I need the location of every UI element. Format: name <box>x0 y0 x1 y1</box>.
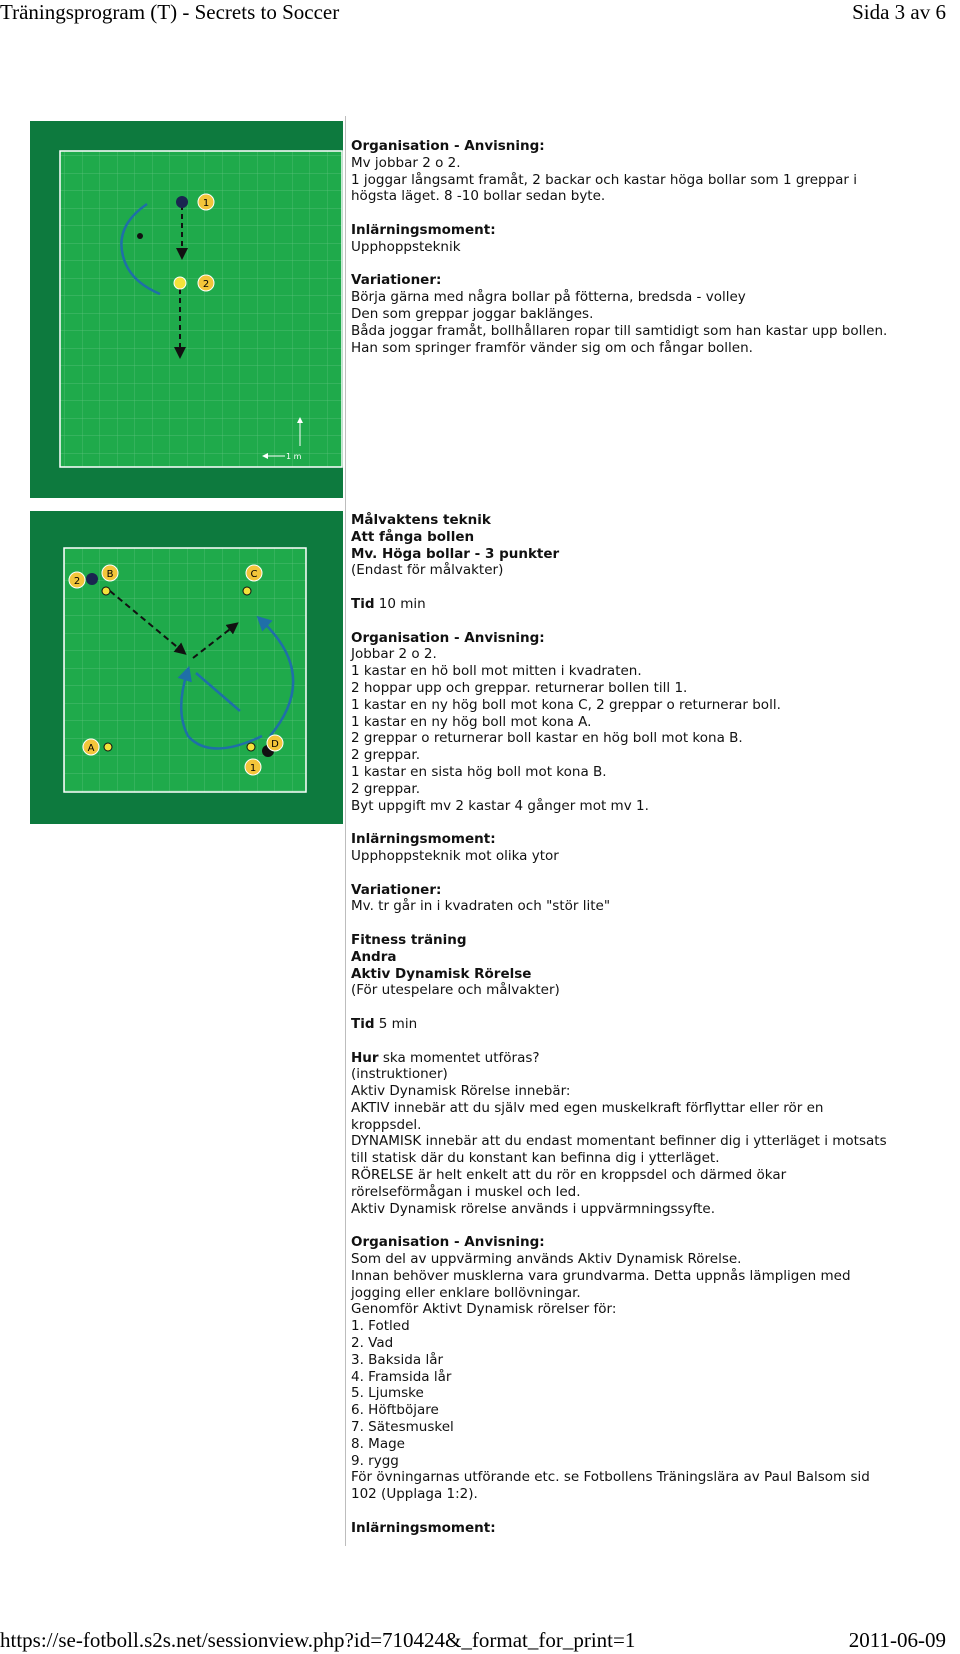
player-1-marker <box>198 194 214 210</box>
how-rest: ska momentet utföras? <box>378 1049 540 1066</box>
svg-text:C: C <box>250 569 258 580</box>
how-heading <box>351 1050 921 1067</box>
text-line: Jobbar 2 o 2. <box>351 646 437 663</box>
duration <box>351 596 921 613</box>
svg-text:A: A <box>87 743 95 754</box>
organisation-heading: Organisation - Anvisning: <box>351 138 545 154</box>
list-item: 3. Baksida lår <box>351 1351 444 1368</box>
text-line: DYNAMISK innebär att du endast momentant befinner dig i ytterläget i motsats <box>351 1133 887 1150</box>
exercise-1-description <box>351 138 921 356</box>
duration-label: Tid <box>351 595 375 612</box>
text-line: 1 joggar långsamt framåt, 2 backar och kastar höga bollar som 1 greppar i <box>351 171 858 188</box>
variations-heading: Variationer: <box>351 881 442 898</box>
text-line: Mv jobbar 2 o 2. <box>351 154 461 171</box>
svg-text:2: 2 <box>73 576 81 587</box>
duration-value: 5 min <box>374 1015 418 1032</box>
section-title: Att fånga bollen <box>351 528 475 545</box>
learning-heading: Inlärningsmoment: <box>351 831 496 848</box>
exercise-title: Aktiv Dynamisk Rörelse <box>351 965 532 982</box>
duration <box>351 1016 921 1033</box>
text-line: jogging eller enklare bollövningar. <box>351 1284 581 1301</box>
print-date: 2011-06-09 <box>848 1628 946 1652</box>
text-line: För övningarnas utförande etc. se Fotbollens Träningslära av Paul Balsom sid <box>351 1469 870 1486</box>
player-2-marker <box>69 572 85 588</box>
text-line: (instruktioner) <box>351 1066 448 1083</box>
list-item: 7. Sätesmuskel <box>351 1419 454 1436</box>
player-1-marker <box>245 759 261 775</box>
exercise-2-description <box>351 512 921 1537</box>
text-line: Upphoppsteknik <box>351 238 461 255</box>
list-item: 8. Mage <box>351 1435 405 1452</box>
text-line: Upphoppsteknik mot olika ytor <box>351 847 559 864</box>
column-divider <box>345 116 346 1546</box>
organisation-heading: Organisation - Anvisning: <box>351 629 545 646</box>
how-label: Hur <box>351 1049 379 1066</box>
svg-text:1 m: 1 m <box>286 452 302 461</box>
list-item: 6. Höftböjare <box>351 1402 439 1419</box>
page-header-title: Träningsprogram (T) - Secrets to Soccer <box>0 0 340 24</box>
svg-text:2: 2 <box>202 279 210 290</box>
organisation-heading: Organisation - Anvisning: <box>351 1234 545 1251</box>
text-line: Som del av uppvärming används Aktiv Dynamisk Rörelse. <box>351 1251 742 1268</box>
text-line: Byt uppgift mv 2 kastar 4 gånger mot mv 1. <box>351 797 649 814</box>
svg-text:1: 1 <box>202 198 210 209</box>
player-2-marker <box>198 275 214 291</box>
text-line: till statisk där du konstant kan befinna dig i ytterläget. <box>351 1150 720 1167</box>
svg-text:D: D <box>271 739 279 750</box>
text-line: Båda joggar framåt, bollhållaren ropar till samtidigt som han kastar upp bollen. <box>351 322 888 339</box>
section-title: Fitness träning <box>351 931 467 948</box>
text-line: Den som greppar joggar baklänges. <box>351 305 594 322</box>
text-line: Han som springer framför vänder sig om och fångar bollen. <box>351 339 753 356</box>
section-title: Andra <box>351 948 397 965</box>
list-item: 2. Vad <box>351 1335 394 1352</box>
text-line: 1 kastar en sista hög boll mot kona B. <box>351 763 607 780</box>
text-line: 1 kastar en hö boll mot mitten i kvadraten. <box>351 663 642 680</box>
exercise-title: Mv. Höga bollar - 3 punkter <box>351 545 560 562</box>
text-line: Genomför Aktivt Dynamisk rörelser för: <box>351 1301 617 1318</box>
list-item: 9. rygg <box>351 1452 399 1469</box>
list-item: 5. Ljumske <box>351 1385 424 1402</box>
svg-text:1: 1 <box>249 763 257 774</box>
svg-text:B: B <box>106 569 114 580</box>
text-line: Aktiv Dynamisk Rörelse innebär: <box>351 1083 571 1100</box>
text-line: Aktiv Dynamisk rörelse används i uppvärmningssyfte. <box>351 1200 715 1217</box>
list-item: 4. Framsida lår <box>351 1368 452 1385</box>
duration-value: 10 min <box>374 595 426 612</box>
duration-label: Tid <box>351 1015 375 1032</box>
learning-heading: Inlärningsmoment: <box>351 1519 496 1536</box>
page-url: https://se-fotboll.s2s.net/sessionview.php?id=710424&_format_for_print=1 <box>0 1628 636 1652</box>
exercise-diagram-2 <box>30 511 343 824</box>
text-line: högsta läget. 8 -10 bollar sedan byte. <box>351 188 606 205</box>
text-line: Mv. tr går in i kvadraten och "stör lite" <box>351 898 611 915</box>
exercise-diagram-1 <box>30 121 343 498</box>
text-line: 1 kastar en ny hög boll mot kona A. <box>351 713 592 730</box>
text-line: RÖRELSE är helt enkelt att du rör en kroppsdel och därmed ökar <box>351 1167 787 1184</box>
text-line: 1 kastar en ny hög boll mot kona C, 2 greppar o returnerar boll. <box>351 696 781 713</box>
text-line: AKTIV innebär att du själv med egen muskelkraft förflyttar eller rör en <box>351 1099 824 1116</box>
audience-note: (För utespelare och målvakter) <box>351 982 560 999</box>
text-line: 2 greppar. <box>351 780 421 797</box>
section-title: Målvaktens teknik <box>351 512 491 528</box>
audience-note: (Endast för målvakter) <box>351 562 504 579</box>
text-line: Börja gärna med några bollar på fötterna, bredsda - volley <box>351 289 746 306</box>
text-line: kroppsdel. <box>351 1116 422 1133</box>
text-line: rörelseförmågan i muskel och led. <box>351 1183 581 1200</box>
learning-heading: Inlärningsmoment: <box>351 221 496 238</box>
list-item: 1. Fotled <box>351 1318 410 1335</box>
text-line: 2 hoppar upp och greppar. returnerar bollen till 1. <box>351 679 688 696</box>
text-line: 102 (Upplaga 1:2). <box>351 1486 478 1503</box>
page-number: Sida 3 av 6 <box>852 0 946 24</box>
variations-heading: Variationer: <box>351 272 442 289</box>
text-line: 2 greppar. <box>351 747 421 764</box>
text-line: Innan behöver musklerna vara grundvarma. Detta uppnås lämpligen med <box>351 1267 851 1284</box>
text-line: 2 greppar o returnerar boll kastar en hög boll mot kona B. <box>351 730 743 747</box>
